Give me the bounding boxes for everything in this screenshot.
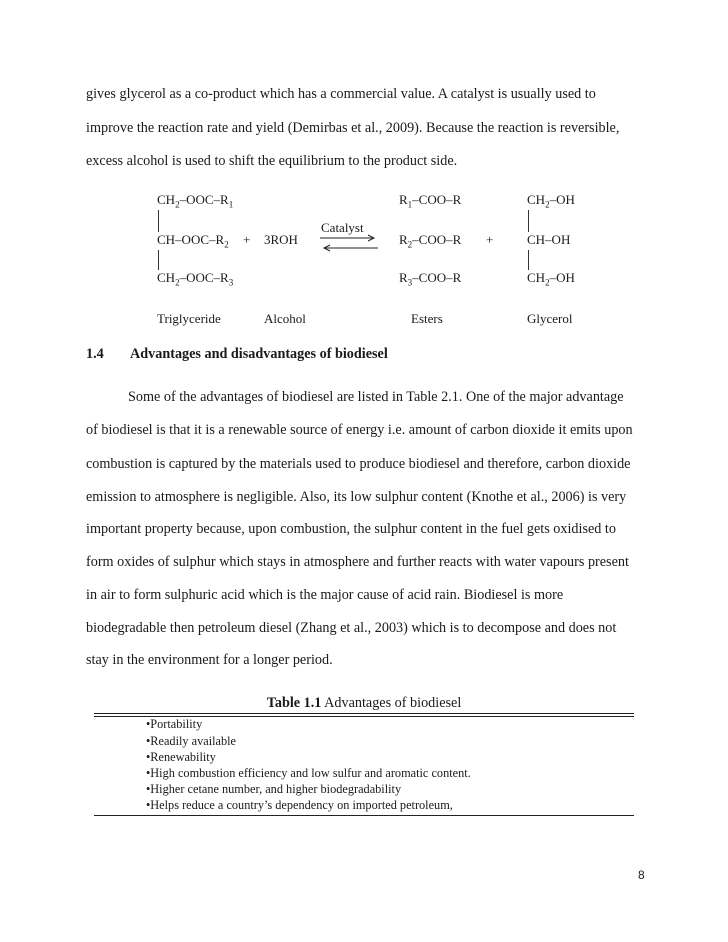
page-number: 8	[638, 868, 645, 882]
bond-line	[158, 210, 159, 232]
glycerol-row-3: $CH_2-OH$	[527, 270, 575, 288]
glycerol-row-2: CH–OH	[527, 232, 571, 247]
body-line-4: emission to atmosphere is negligible. Also, its low sulphur content (Knothe et al., 2006) is very	[86, 489, 627, 505]
bond-line	[528, 210, 529, 232]
plus-sign-1: +	[243, 232, 251, 247]
alcohol-formula: 3ROH	[264, 232, 298, 247]
advantage-item: •Renewability	[146, 750, 216, 764]
ester-row-2: $R_2-COO-R$	[399, 232, 462, 250]
advantage-item: •Helps reduce a country’s dependency on imported petroleum,	[146, 798, 453, 812]
intro-line-1: gives glycerol as a co-product which has a commercial value. A catalyst is usually used to	[86, 86, 596, 102]
body-line-5: important property because, upon combustion, the sulphur content in the fuel gets oxidised to	[86, 521, 616, 537]
triglyceride-row-3: $CH_2-OOC-R_3$	[157, 270, 234, 288]
body-line-3: combustion is captured by the materials used to produce biodiesel and therefore, carbon dioxide	[86, 456, 631, 472]
alcohol-label: Alcohol	[264, 311, 306, 326]
glycerol-label: Glycerol	[527, 311, 573, 326]
equilibrium-arrows-icon	[318, 232, 380, 254]
table-top-rule	[94, 713, 634, 714]
glycerol-row-1: $CH_2-OH$	[527, 192, 575, 210]
advantage-item: •Readily available	[146, 734, 237, 748]
esters-label: Esters	[411, 311, 443, 326]
catalyst-label: Catalyst	[321, 220, 364, 235]
section-number: 1.4	[86, 346, 104, 362]
body-line-8: biodegradable then petroleum diesel (Zhang et al., 2003) which is to decompose and does not	[86, 620, 617, 636]
advantage-item: •Higher cetane number, and higher biodegradability	[146, 782, 402, 796]
body-line-7: in air to form sulphuric acid which is the major cause of acid rain. Biodiesel is more	[86, 587, 564, 603]
ester-row-1: $R_1-COO-R$	[399, 192, 462, 210]
table-caption	[0, 695, 728, 712]
bond-line	[158, 250, 159, 270]
body-line-2: of biodiesel is that it is a renewable source of energy i.e. amount of carbon dioxide it emits upon	[86, 422, 633, 438]
table-bottom-rule	[94, 815, 634, 816]
triglyceride-row-2: $CH-OOC-R_2$	[157, 232, 229, 250]
bond-line	[528, 250, 529, 270]
section-title: Advantages and disadvantages of biodiesel	[130, 346, 388, 362]
table-caption-text: Advantages of biodiesel	[321, 695, 462, 711]
intro-line-2: improve the reaction rate and yield (Demirbas et al., 2009). Because the reaction is reversible,	[86, 120, 620, 136]
advantage-item: •Portability	[146, 717, 203, 731]
advantage-item: •High combustion efficiency and low sulfur and aromatic content.	[146, 766, 471, 780]
ester-row-3: $R_3-COO-R$	[399, 270, 462, 288]
triglyceride-label: Triglyceride	[157, 311, 221, 326]
plus-sign-2: +	[486, 232, 494, 247]
body-line-9: stay in the environment for a longer period.	[86, 652, 333, 668]
triglyceride-row-1: $CH_2-OOC-R_1$	[157, 192, 234, 210]
table-caption-label: Table 1.1	[266, 695, 322, 711]
body-line-1: Some of the advantages of biodiesel are listed in Table 2.1. One of the major advantage	[128, 389, 624, 405]
body-line-6: form oxides of sulphur which stays in atmosphere and further reacts with water vapours present	[86, 554, 629, 570]
intro-line-3: excess alcohol is used to shift the equilibrium to the product side.	[86, 153, 458, 169]
